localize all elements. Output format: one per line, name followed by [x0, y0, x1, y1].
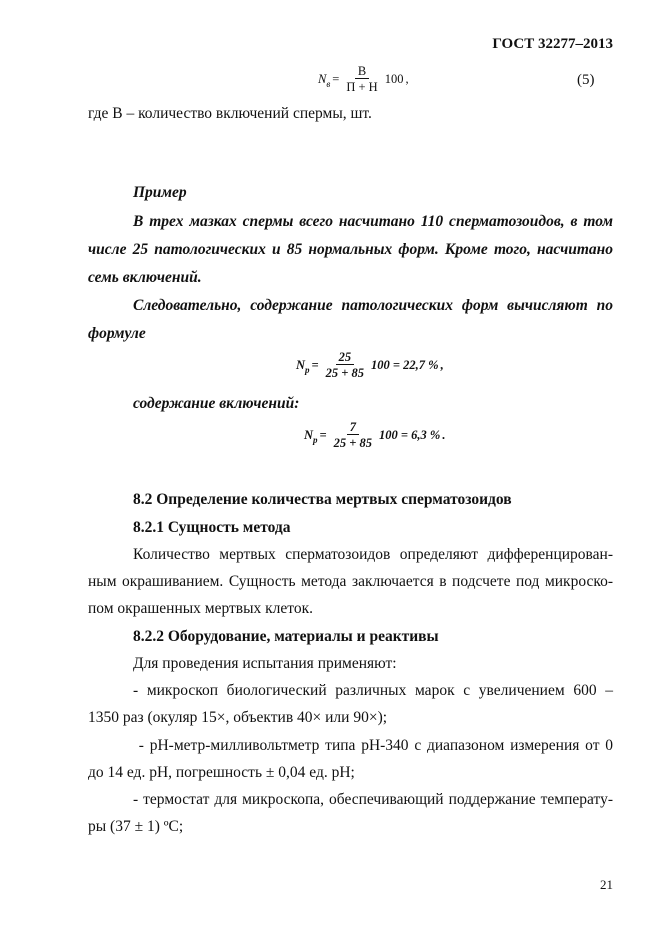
- formula-5-lhs: $N_в$: [318, 72, 331, 89]
- formula-2-numerator: 7: [347, 420, 359, 435]
- example-p3: содержание включений:: [133, 395, 300, 412]
- formula-2-result: 100 = 6,3 %: [379, 428, 441, 442]
- formula-1-trail: ,: [440, 358, 444, 372]
- formula-2-denominator: 25 + 85: [333, 436, 373, 450]
- para-8-2-1-line1: Количество мертвых сперматозоидов определяют дифференцирован-: [133, 546, 613, 563]
- formula-5: [318, 64, 409, 95]
- list-item-microscope-line1: - микроскоп биологический различных марок с увеличением 600 –: [133, 682, 613, 699]
- formula-1-denominator: 25 + 85: [325, 366, 365, 380]
- example-p1-line2: числе 25 патологических и 85 нормальных форм. Кроме того, насчитано: [88, 241, 613, 258]
- list-item-thermostat-line2: ры (37 ± 1) ºС;: [88, 818, 184, 835]
- formula-2-lhs: $N_p$: [304, 428, 318, 445]
- example-p2-line2: формуле: [88, 325, 146, 342]
- formula-2-fraction: [331, 420, 375, 451]
- para-8-2-1-line2: ным окрашиванием. Сущность метода заключается в подсчете под микроско-: [88, 573, 613, 590]
- example-p1-line3: семь включений.: [88, 269, 202, 286]
- formula-5-multiplier: 100: [384, 72, 404, 86]
- section-heading-8-2: 8.2 Определение количества мертвых сперматозоидов: [133, 491, 512, 508]
- formula-2-eq: =: [319, 428, 327, 442]
- list-item-ph-meter-line2: до 14 ед. рН, погрешность ± 0,04 ед. рН;: [88, 764, 355, 781]
- example-p2-line1: Следовательно, содержание патологических форм вычисляют по: [133, 297, 613, 314]
- formula-5-denominator: П + Н: [346, 80, 378, 94]
- formula-2-trail: .: [442, 428, 446, 442]
- formula-number: (5): [577, 72, 595, 88]
- list-item-ph-meter-line1: - рН-метр-милливольтметр типа рН-340 с диапазоном измерения от 0: [133, 737, 613, 754]
- section-heading-8-2-2: 8.2.2 Оборудование, материалы и реактивы: [133, 628, 439, 645]
- para-8-2-2-intro: Для проведения испытания применяют:: [133, 655, 397, 672]
- formula-1-numerator: 25: [336, 350, 355, 365]
- formula-1-eq: =: [311, 358, 319, 372]
- formula-1-lhs: $N_p$: [296, 358, 310, 375]
- page-number: 21: [600, 877, 613, 892]
- list-item-microscope-line2: 1350 раз (окуляр 15×, объектив 40× или 90×);: [88, 709, 388, 726]
- formula-1-fraction: [323, 350, 367, 381]
- formula-inclusions: [304, 420, 445, 451]
- formula-5-trail: ,: [405, 72, 409, 86]
- where-text: где В – количество включений спермы, шт.: [88, 105, 372, 122]
- section-heading-8-2-1: 8.2.1 Сущность метода: [133, 519, 291, 536]
- formula-1-result: 100 = 22,7 %: [371, 358, 439, 372]
- formula-5-fraction: [343, 64, 380, 95]
- list-item-thermostat-line1: - термостат для микроскопа, обеспечивающий поддержание температу-: [133, 791, 613, 808]
- para-8-2-1-line3: пом окрашенных мертвых клеток.: [88, 600, 314, 617]
- formula-pathological: [296, 350, 444, 381]
- example-heading: Пример: [133, 184, 187, 201]
- document-code: ГОСТ 32277–2013: [492, 36, 613, 52]
- formula-5-eq: =: [332, 72, 340, 86]
- formula-5-numerator: В: [355, 64, 369, 79]
- example-p1-line1: В трех мазках спермы всего насчитано 110 сперматозоидов, в том: [133, 213, 613, 230]
